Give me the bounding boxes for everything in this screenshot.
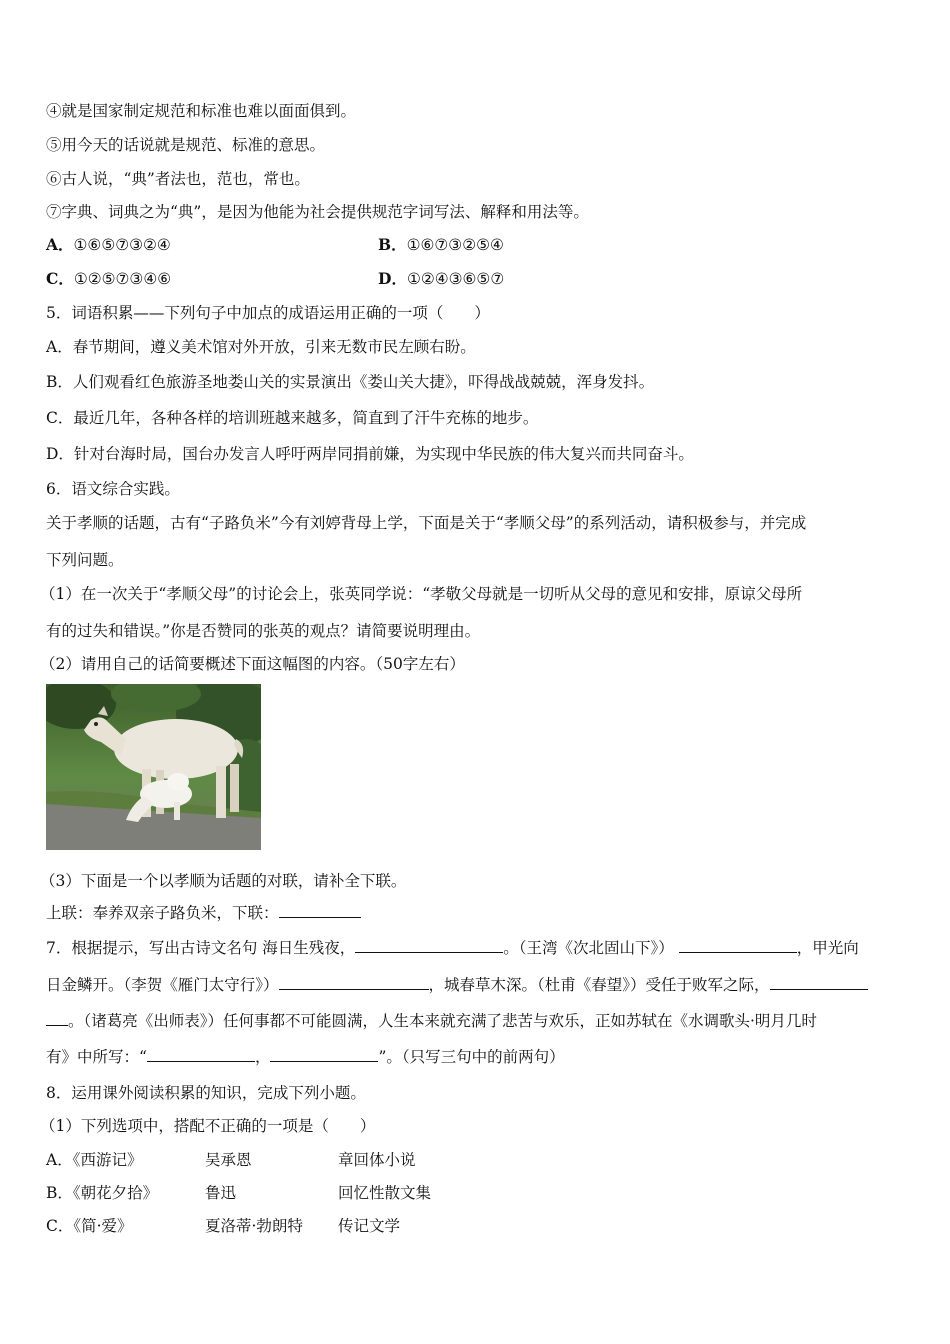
- answer-blank[interactable]: [147, 1046, 255, 1062]
- answer-blank[interactable]: [270, 1046, 378, 1062]
- option-text: ①⑥⑦③②⑤④: [406, 236, 504, 254]
- option-label: B．: [378, 235, 407, 254]
- q4-option-c[interactable]: [46, 268, 171, 290]
- q6-title: 6．语文综合实践。: [46, 480, 180, 498]
- q7-text: ，: [254, 1048, 271, 1066]
- book-author: 吴承恩: [205, 1151, 252, 1169]
- option-label: C．: [46, 269, 74, 288]
- q6-part1-line1: （1）在一次关于“孝顺父母”的讨论会上，张英同学说：“孝敬父母就是一切听从父母的意见和安排，原谅父母所: [40, 585, 803, 603]
- q7-text: 有》中所写：“: [46, 1048, 147, 1066]
- option-text: ①②④③⑥⑤⑦: [406, 270, 505, 288]
- q6-intro-line1: 关于孝顺的话题，古有“子路负米”今有刘婷背母上学，下面是关于“孝顺父母”的系列活动，请积极参与，并完成: [46, 514, 807, 532]
- q7-text: ”。（只写三句中的前两句）: [378, 1048, 565, 1066]
- couplet-text: 上联：奉养双亲子路负米，下联：: [46, 904, 279, 922]
- answer-blank[interactable]: [279, 974, 429, 990]
- q7-text: ，甲光向: [796, 939, 859, 957]
- q5-title: 5．词语积累——下列句子中加点的成语运用正确的一项（ ）: [46, 304, 490, 322]
- q8-sub1: （1）下列选项中，搭配不正确的一项是（ ）: [40, 1117, 376, 1135]
- book-author: 鲁迅: [205, 1184, 237, 1202]
- option-text: ①⑥⑤⑦③②④: [73, 236, 171, 254]
- answer-blank[interactable]: [46, 1010, 68, 1026]
- option-label: D．: [378, 269, 407, 288]
- q6-part2: （2）请用自己的话简要概述下面这幅图的内容。（50字左右）: [40, 655, 465, 673]
- goat-photo-illustration: [46, 684, 261, 850]
- q8-title: 8．运用课外阅读积累的知识，完成下列小题。: [46, 1084, 366, 1102]
- book-author: 夏洛蒂·勃朗特: [205, 1217, 303, 1235]
- book-title: B．《朝花夕拾》: [46, 1184, 159, 1202]
- answer-blank[interactable]: [355, 937, 503, 953]
- q7-line4: [46, 1046, 565, 1068]
- q6-intro-line2: 下列问题。: [46, 551, 124, 569]
- book-genre: 章回体小说: [338, 1151, 416, 1169]
- q7-text: 7．根据提示，写出古诗文名句 海日生残夜，: [46, 939, 356, 957]
- book-genre: 传记文学: [338, 1217, 401, 1235]
- option-text: ①②⑤⑦③④⑥: [73, 270, 172, 288]
- book-title: A．《西游记》: [46, 1151, 143, 1169]
- q6-part1-line2: 有的过失和错误。”你是否赞同的张英的观点？请简要说明理由。: [46, 622, 481, 640]
- q4-sentence-7: ⑦字典、词典之为“典”，是因为他能为社会提供规范字词写法、解释和用法等。: [46, 203, 589, 221]
- q4-sentence-6: ⑥古人说，“典”者法也，范也，常也。: [46, 170, 310, 188]
- q6-couplet: [46, 902, 361, 924]
- q7-line1: [46, 937, 859, 959]
- book-title: C．《简·爱》: [46, 1217, 133, 1235]
- q5-option-d[interactable]: D．针对台海时局，国台办发言人呼吁两岸同捐前嫌，为实现中华民族的伟大复兴而共同奋斗。: [46, 445, 694, 463]
- q4-sentence-4: ④就是国家制定规范和标准也难以面面俱到。: [46, 102, 357, 120]
- q7-text: ，城春草木深。（杜甫《春望》）受任于败军之际，: [428, 976, 770, 994]
- book-genre: 回忆性散文集: [338, 1184, 432, 1202]
- q6-part3: （3）下面是一个以孝顺为话题的对联，请补全下联。: [40, 872, 407, 890]
- q5-option-b[interactable]: B．人们观看红色旅游圣地娄山关的实景演出《娄山关大捷》，吓得战战兢兢，浑身发抖。: [46, 373, 655, 391]
- q4-option-b[interactable]: [378, 234, 504, 256]
- q4-sentence-5: ⑤用今天的话说就是规范、标准的意思。: [46, 136, 326, 154]
- goat-nursing-photo: [46, 684, 261, 850]
- q7-text: 。（诸葛亮《出师表》）任何事都不可能圆满，人生本来就充满了悲苦与欢乐，正如苏轼在《水调歌头·明月几时: [68, 1012, 817, 1030]
- q5-option-c[interactable]: C．最近几年，各种各样的培训班越来越多，简直到了汗牛充栋的地步。: [46, 409, 539, 427]
- q4-option-d[interactable]: [378, 268, 504, 290]
- q7-text: 日金鳞开。（李贺《雁门太守行》）: [46, 976, 279, 994]
- q7-text: 。（王湾《次北固山下》）: [503, 939, 674, 957]
- answer-blank[interactable]: [679, 937, 797, 953]
- q7-line3: [46, 1010, 817, 1032]
- couplet-blank[interactable]: [279, 902, 361, 918]
- q5-option-a[interactable]: A．春节期间，遵义美术馆对外开放，引来无数市民左顾右盼。: [46, 338, 476, 356]
- q4-option-a[interactable]: [46, 234, 171, 256]
- q7-line2: [46, 974, 868, 996]
- answer-blank[interactable]: [770, 974, 868, 990]
- option-label: A．: [46, 235, 74, 254]
